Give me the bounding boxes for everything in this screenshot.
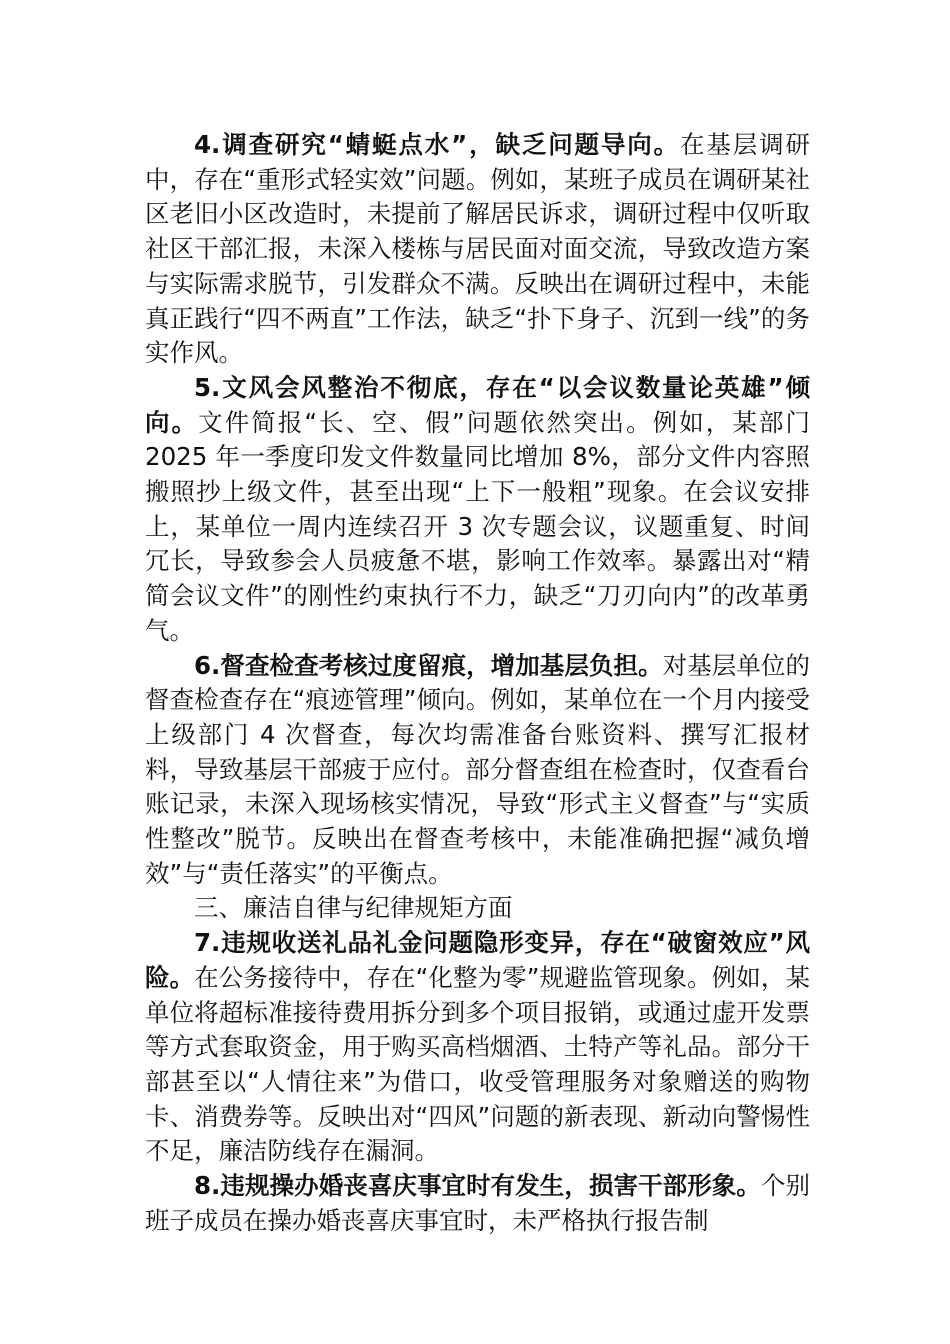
paragraph-body: 文件简报“长、空、假”问题依然突出。例如，某部门 2025 年一季度印发文件数量同比增加 8%，部分文件内容照搬照抄上级文件，甚至出现“上下一般粗”现象。在会议安排上，某单位一周内连续召开 3 次专题会议，议题重复、时间冗长，导致参会人员疲惫不堪，影响工作效率。暴露出对“精简会议文件”的刚性约束执行不力，缺乏“刀刃向内”的改革勇气。 [145,407,811,645]
paragraph-body: 对基层单位的督查检查存在“痕迹管理”倾向。例如，某单位在一个月内接受上级部门 4 次督查，每次均需准备台账资料、撰写汇报材料，导致基层干部疲于应付。部分督查组在检查时，仅查看台账记录，未深入现场核实情况，导致“形式主义督查”与“实质性整改”脱节。反映出在督查考核中，未能准确把握“减负增效”与“责任落实”的平衡点。 [145,650,810,888]
document-page [145,128,810,1239]
paragraph-heading: 8.违规操办婚丧喜庆事宜时有发生，损害干部形象。 [194,1171,761,1201]
paragraph-6 [145,649,810,892]
paragraph-body: 个别班子成员在操办婚丧喜庆事宜时，未严格执行报告制 [145,1171,811,1235]
paragraph-heading: 7.违规收送礼品礼金问题隐形变异，存在“破窗效应”风险。 [145,928,810,992]
paragraph-4 [145,128,810,371]
paragraph-body: 在公务接待中，存在“化整为零”规避监管现象。例如，某单位将超标准接待费用拆分到多个项目报销，或通过虚开发票等方式套取资金，用于购买高档烟酒、土特产等礼品。部分干部甚至以“人情往来”为借口，收受管理服务对象赠送的购物卡、消费券等。反映出对“四风”问题的新表现、新动向警惕性不足，廉洁防线存在漏洞。 [145,962,811,1166]
paragraph-7 [145,926,810,1169]
paragraph-5 [145,371,810,649]
section-title: 三、廉洁自律与纪律规矩方面 [194,893,513,923]
paragraph-8 [145,1169,810,1238]
paragraph-body: 在基层调研中，存在“重形式轻实效”问题。例如，某班子成员在调研某社区老旧小区改造时，未提前了解居民诉求，调研过程中仅听取社区干部汇报，未深入楼栋与居民面对面交流，导致改造方案与实际需求脱节，引发群众不满。反映出在调研过程中，未能真正践行“四不两直”工作法，缺乏“扑下身子、沉到一线”的务实作风。 [145,130,810,368]
paragraph-heading: 4.调查研究“蜻蜓点水”，缺乏问题导向。 [194,130,681,159]
paragraph-heading: 5.文风会风整治不彻底，存在“以会议数量论英雄”倾向。 [145,372,810,437]
paragraph-heading: 6.督查检查考核过度留痕，增加基层负担。 [194,650,663,680]
